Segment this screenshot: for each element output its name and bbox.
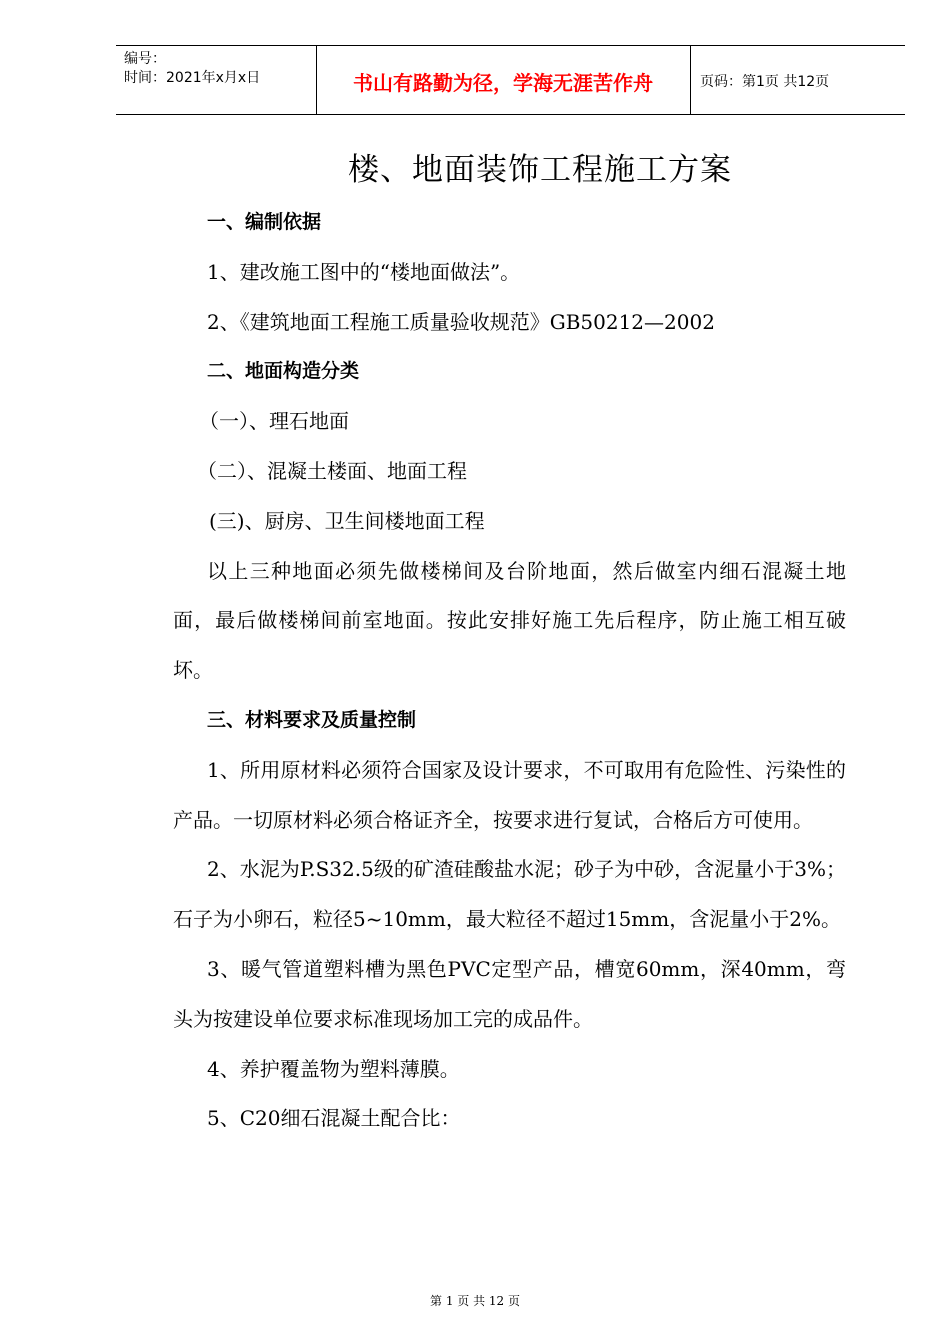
- classification-item-2: （二）、混凝土楼面、地面工程: [197, 458, 467, 483]
- header-meta: [124, 50, 260, 88]
- header-page-number: 页码：第1页 共12页: [700, 74, 830, 90]
- materials-item-1: 1、所用原材料必须符合国家及设计要求，不可取用有危险性、污染性的产品。一切原材料必须合格证齐全，按要求进行复试，合格后方可使用。: [173, 757, 846, 832]
- document-number-label: 编号：: [124, 51, 166, 67]
- materials-item-2: 2、水泥为P.S32.5级的矿渣硅酸盐水泥；砂子为中砂，含泥量小于3%；石子为小卵石，粒径5~10mm，最大粒径不超过15mm，含泥量小于2%。: [173, 857, 846, 932]
- page-header: [116, 45, 905, 115]
- section-heading-materials: 三、材料要求及质量控制: [207, 708, 417, 731]
- materials-item-4: 4、养护覆盖物为塑料薄膜。: [207, 1056, 460, 1081]
- header-motto: 书山有路勤为径，学海无涯苦作舟: [353, 71, 653, 95]
- basis-item-2: 2、《建筑地面工程施工质量验收规范》GB50212—2002: [207, 309, 715, 334]
- document-body: [173, 198, 846, 1144]
- section-heading-classification: 二、地面构造分类: [207, 360, 360, 383]
- page-footer: 第 1 页 共 12 页: [430, 1294, 520, 1308]
- basis-item-1: 1、建改施工图中的“楼地面做法”。: [207, 259, 521, 284]
- document-time-label: 时间：2021年x月x日: [124, 70, 261, 86]
- document-title: 楼、地面装饰工程施工方案: [348, 152, 732, 188]
- classification-paragraph: 以上三种地面必须先做楼梯间及台阶地面，然后做室内细石混凝土地面，最后做楼梯间前室地面。按此安排好施工先后程序，防止施工相互破坏。: [173, 558, 846, 683]
- classification-item-1: （一）、理石地面: [199, 409, 349, 434]
- materials-item-3: 3、暖气管道塑料槽为黑色PVC定型产品，槽宽60mm，深40mm，弯头为按建设单位要求标准现场加工完的成品件。: [173, 956, 846, 1031]
- classification-item-3: (三)、厨房、卫生间楼地面工程: [209, 508, 485, 533]
- materials-item-5: 5、C20细石混凝土配合比：: [207, 1106, 461, 1131]
- section-heading-basis: 一、编制依据: [207, 211, 322, 233]
- header-divider-right: [690, 46, 691, 114]
